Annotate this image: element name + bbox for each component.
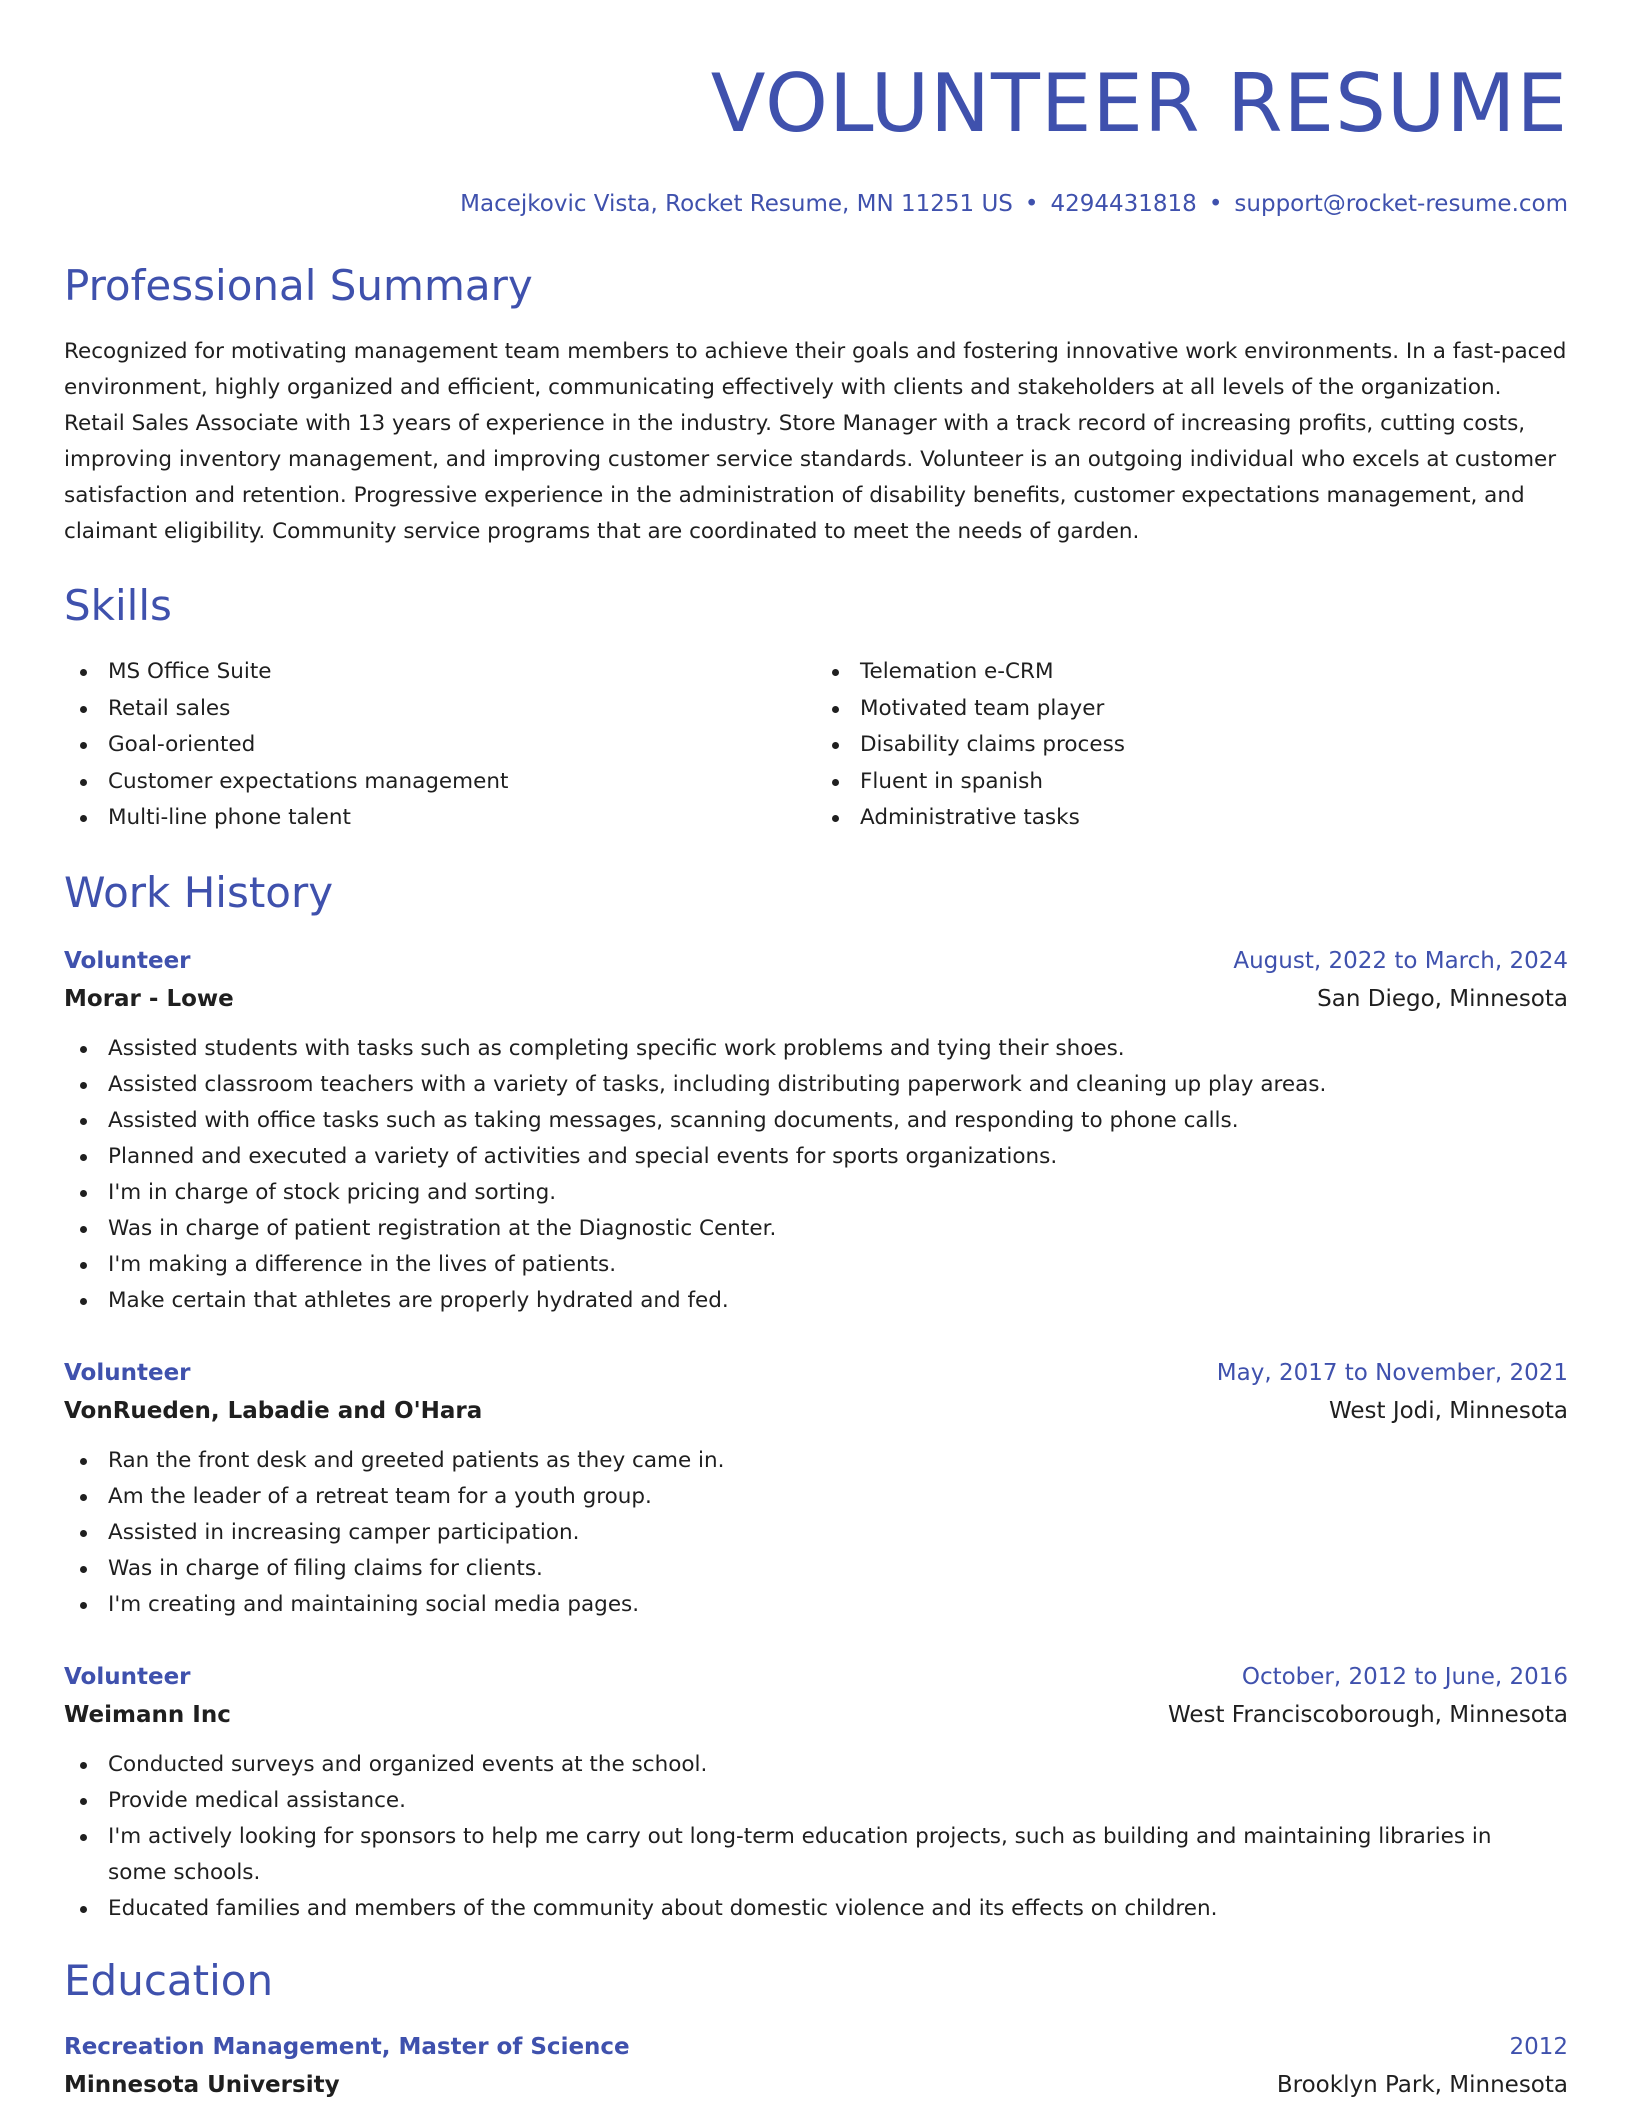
bullet-dot-icon — [80, 706, 87, 713]
job-bullet-item — [64, 1175, 1568, 1211]
skill-item — [64, 800, 816, 837]
bullet-dot-icon — [80, 1494, 87, 1501]
bullet-dot-icon — [80, 1566, 87, 1573]
job-bullet-item — [64, 1139, 1568, 1175]
job-title: Volunteer — [64, 947, 191, 974]
bullet-dot-icon — [80, 1530, 87, 1537]
job-entry — [64, 1659, 1568, 1927]
job-bullet-item — [64, 1031, 1568, 1067]
bullet-dot-icon — [80, 1118, 87, 1125]
job-bullet-item — [64, 1587, 1568, 1623]
job-bullets — [64, 1747, 1568, 1927]
skills-column-left — [64, 654, 816, 837]
job-title-row — [64, 1355, 1568, 1391]
bullet-dot-icon — [832, 669, 839, 676]
job-bullet-item — [64, 1067, 1568, 1103]
bullet-dot-icon — [80, 1458, 87, 1465]
education-school-row — [64, 2065, 1568, 2105]
list-item-text: Provide medical assistance. — [108, 1787, 406, 1813]
job-bullet-item — [64, 1819, 1568, 1891]
summary-heading: Professional Summary — [64, 261, 533, 310]
job-title-row — [64, 943, 1568, 979]
job-employer-row — [64, 1695, 1568, 1735]
resume-title: VOLUNTEER RESUME — [710, 57, 1568, 150]
employer-name: VonRueden, Labadie and O'Hara — [64, 1397, 483, 1424]
skill-item — [64, 654, 816, 691]
skills-column-right — [816, 654, 1568, 837]
bullet-dot-icon — [80, 1298, 87, 1305]
list-item-text: Was in charge of filing claims for clients. — [108, 1555, 543, 1581]
job-entry — [64, 1355, 1568, 1623]
list-item-text: Conducted surveys and organized events at the school. — [108, 1751, 708, 1777]
bullet-dot-icon — [80, 1834, 87, 1841]
job-employer-row — [64, 979, 1568, 1019]
bullet-dot-icon — [832, 742, 839, 749]
school-location: Brooklyn Park, Minnesota — [1276, 2071, 1568, 2098]
job-location: San Diego, Minnesota — [1317, 985, 1568, 1012]
skill-item — [816, 654, 1568, 691]
education-list — [64, 2029, 1568, 2105]
work-history-list — [64, 943, 1568, 1927]
bullet-dot-icon — [832, 706, 839, 713]
list-item-text: I'm actively looking for sponsors to help me carry out long-term education projects, such as building and maintaining libraries in some schools. — [108, 1823, 1492, 1885]
list-item-text: Goal-oriented — [108, 732, 256, 757]
job-dates: August, 2022 to March, 2024 — [1233, 947, 1568, 974]
bullet-dot-icon — [832, 815, 839, 822]
list-item-text: Fluent in spanish — [860, 768, 1043, 794]
bullet-dot-icon — [80, 742, 87, 749]
list-item-text: Disability claims process — [860, 732, 1126, 757]
list-item-text: Administrative tasks — [860, 805, 1080, 830]
job-location: West Franciscoborough, Minnesota — [1167, 1701, 1568, 1728]
list-item-text: MS Office Suite — [108, 659, 272, 684]
degree-name: Recreation Management, Master of Science — [64, 2033, 630, 2060]
list-item-text: Retail sales — [108, 695, 231, 721]
list-item-text: Customer expectations management — [108, 768, 509, 794]
job-bullet-item — [64, 1443, 1568, 1479]
list-item-text: Make certain that athletes are properly hydrated and fed. — [108, 1287, 729, 1313]
skills-grid — [64, 654, 1568, 837]
job-bullet-item — [64, 1247, 1568, 1283]
list-item-text: Assisted students with tasks such as completing specific work problems and tying their shoes. — [108, 1035, 1125, 1061]
job-bullets — [64, 1031, 1568, 1319]
bullet-dot-icon — [80, 669, 87, 676]
job-employer-row — [64, 1391, 1568, 1431]
list-item-text: I'm in charge of stock pricing and sorting. — [108, 1179, 557, 1205]
skill-item — [64, 727, 816, 764]
contact-separator: • — [1024, 191, 1039, 217]
skill-item — [816, 691, 1568, 728]
bullet-dot-icon — [80, 1226, 87, 1233]
bullet-dot-icon — [832, 779, 839, 786]
bullet-dot-icon — [80, 1190, 87, 1197]
job-title-row — [64, 1659, 1568, 1695]
education-degree-row — [64, 2029, 1568, 2065]
skill-item — [816, 800, 1568, 837]
skill-item — [816, 727, 1568, 764]
list-item-text: Telemation e-CRM — [860, 659, 1054, 684]
job-bullet-item — [64, 1211, 1568, 1247]
bullet-dot-icon — [80, 1046, 87, 1053]
list-item-text: I'm creating and maintaining social media pages. — [108, 1591, 640, 1617]
job-bullet-item — [64, 1479, 1568, 1515]
list-item-text: Assisted with office tasks such as taking messages, scanning documents, and responding to phone calls. — [108, 1107, 1239, 1133]
bullet-dot-icon — [80, 1154, 87, 1161]
job-entry — [64, 943, 1568, 1319]
bullet-dot-icon — [80, 1082, 87, 1089]
job-bullet-item — [64, 1103, 1568, 1139]
job-bullets — [64, 1443, 1568, 1623]
skills-heading: Skills — [64, 581, 172, 630]
bullet-dot-icon — [80, 1262, 87, 1269]
list-item-text: Am the leader of a retreat team for a youth group. — [108, 1483, 652, 1509]
job-bullet-item — [64, 1747, 1568, 1783]
list-item-text: Educated families and members of the community about domestic violence and its effects on children. — [108, 1895, 1218, 1921]
education-heading: Education — [64, 1955, 274, 2005]
bullet-dot-icon — [80, 1602, 87, 1609]
list-item-text: Ran the front desk and greeted patients as they came in. — [108, 1447, 725, 1473]
employer-name: Morar - Lowe — [64, 985, 234, 1012]
list-item-text: Multi-line phone talent — [108, 805, 351, 830]
bullet-dot-icon — [80, 1906, 87, 1913]
job-bullet-item — [64, 1515, 1568, 1551]
bullet-dot-icon — [80, 815, 87, 822]
school-name: Minnesota University — [64, 2071, 340, 2098]
job-title: Volunteer — [64, 1359, 191, 1386]
summary-text: Recognized for motivating management team members to achieve their goals and fostering innovative work environments. In a fast-paced environment, highly organized and efficient, communicating effectively with clients and stakeholders at all levels of the organization. Retail Sales Associate with 13 years of experience in the industry. Store Manager with a track record of increasing profits, cutting costs, improving inventory management, and improving customer service standards. Volunteer is an outgoing individual who excels at customer satisfaction and retention. Progressive experience in the administration of disability benefits, customer expectations management, and claimant eligibility. Community service programs that are coordinated to meet the needs of garden. — [64, 339, 1567, 544]
bullet-dot-icon — [80, 1762, 87, 1769]
list-item-text: Assisted in increasing camper participation. — [108, 1519, 580, 1545]
contact-phone: 4294431818 — [1050, 191, 1197, 217]
skill-item — [64, 764, 816, 801]
job-location: West Jodi, Minnesota — [1328, 1397, 1568, 1424]
work-history-heading: Work History — [64, 867, 334, 917]
job-title: Volunteer — [64, 1663, 191, 1690]
contact-line — [64, 188, 1568, 220]
skill-item — [816, 764, 1568, 801]
list-item-text: I'm making a difference in the lives of patients. — [108, 1251, 617, 1277]
list-item-text: Motivated team player — [860, 695, 1105, 721]
job-dates: May, 2017 to November, 2021 — [1216, 1359, 1568, 1386]
bullet-dot-icon — [80, 1798, 87, 1805]
education-entry — [64, 2029, 1568, 2105]
job-bullet-item — [64, 1551, 1568, 1587]
contact-address: Macejkovic Vista, Rocket Resume, MN 11251 US — [460, 191, 1013, 217]
employer-name: Weimann Inc — [64, 1701, 231, 1728]
contact-email: support@rocket-resume.com — [1234, 191, 1568, 217]
list-item-text: Planned and executed a variety of activities and special events for sports organizations. — [108, 1143, 1058, 1169]
graduation-year: 2012 — [1509, 2033, 1568, 2060]
skill-item — [64, 691, 816, 728]
job-bullet-item — [64, 1891, 1568, 1927]
list-item-text: Was in charge of patient registration at the Diagnostic Center. — [108, 1215, 777, 1241]
job-bullet-item — [64, 1783, 1568, 1819]
job-dates: October, 2012 to June, 2016 — [1241, 1663, 1568, 1690]
contact-separator: • — [1208, 191, 1223, 217]
bullet-dot-icon — [80, 779, 87, 786]
list-item-text: Assisted classroom teachers with a variety of tasks, including distributing paperwork and cleaning up play areas. — [108, 1071, 1327, 1097]
job-bullet-item — [64, 1283, 1568, 1319]
